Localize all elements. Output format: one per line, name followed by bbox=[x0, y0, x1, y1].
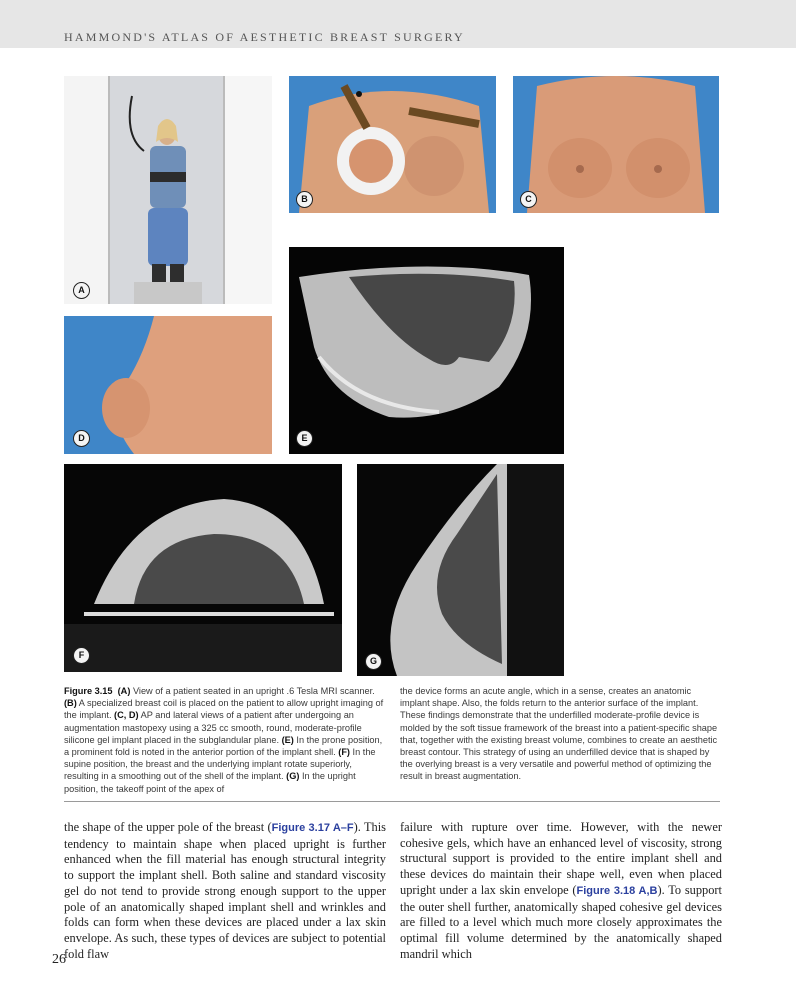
body-text: ). This tendency to maintain shape when placed upright is further enhanced when the fill material has enough structural integrity to support the implant shell. Both saline and standard viscosity gel do not tend to provide strong enough support to the upper pole of an anatomically shaped implant shell and wrinkles and folds can form when these devices are placed under a lax skin envelope. As such, these types of devices are subject to potential fold flaw bbox=[64, 820, 386, 961]
caption-panel-ref: (A) bbox=[117, 686, 131, 696]
figure-panel-f bbox=[64, 464, 342, 672]
caption-panel-ref: (F) bbox=[338, 747, 350, 758]
photo-lateral-view-icon bbox=[64, 316, 272, 454]
figure-label: Figure 3.15 bbox=[64, 686, 113, 696]
caption-panel-ref: (C, D) bbox=[114, 710, 139, 721]
body-text: ). To support the outer shell further, anatomically shaped cohesive gel devices are filled to a level which much more closely approximates the optimal fill volume determined by the anatomically shaped mandril which bbox=[400, 882, 722, 961]
caption-text: In the upright position, the takeoff point of the apex of bbox=[64, 771, 356, 794]
figure-panel-a bbox=[64, 76, 272, 304]
body-column-right bbox=[400, 820, 722, 962]
panel-label-g: G bbox=[365, 653, 382, 670]
figure-panel-d bbox=[64, 316, 272, 454]
body-column-left bbox=[64, 820, 386, 962]
caption-text: A specialized breast coil is placed on the patient to allow upright imaging of the implant. bbox=[64, 698, 384, 721]
figure-reference-link[interactable]: Figure 3.17 A–F bbox=[271, 822, 354, 834]
figure-caption-left bbox=[64, 685, 384, 795]
mri-prone-icon bbox=[289, 247, 564, 454]
figure-reference-link[interactable]: Figure 3.18 A,B bbox=[576, 884, 658, 897]
caption-panel-ref: (G) bbox=[286, 771, 300, 782]
running-head: HAMMOND'S ATLAS OF AESTHETIC BREAST SURGERY bbox=[64, 30, 465, 44]
caption-text: In the supine position, the breast and the underlying implant rotate superiorly, resulting in a smoothing out of the shell of the implant. bbox=[64, 747, 376, 782]
photo-ap-view-icon bbox=[513, 76, 719, 213]
figure-caption-left-text bbox=[64, 686, 383, 794]
panel-label-b: B bbox=[296, 191, 313, 208]
caption-divider bbox=[64, 801, 720, 802]
panel-label-f: F bbox=[73, 647, 90, 664]
photo-mri-scanner-patient-icon bbox=[64, 76, 272, 304]
mri-supine-icon bbox=[64, 464, 342, 672]
figure-panel-g bbox=[357, 464, 564, 676]
figure-panel-c bbox=[513, 76, 719, 213]
panel-label-a: A bbox=[73, 282, 90, 299]
panel-label-d: D bbox=[73, 430, 90, 447]
body-text: the shape of the upper pole of the breast ( bbox=[64, 820, 272, 834]
figure-caption-right: the device forms an acute angle, which in a sense, creates an anatomic implant shape. Also, the folds return to the anterior surface of the implant. These findings demonstrate that the underfilled moderate-profile device is molded by the soft tissue framework of the breast into a patient-specific shape that, together with the existing breast volume, combines to create an aesthetic breast contour. This strategy of using an underfilled device that is shaped by the overlying breast is a very versatile and powerful method of optimizing the result in breast augmentation. bbox=[400, 686, 718, 782]
page-number: 26 bbox=[52, 952, 66, 967]
caption-text: AP and lateral views of a patient after undergoing an augmentation mastopexy using a 325 cc smooth, round, moderate-profile silicone gel implant placed in the subglandular plane. bbox=[64, 710, 362, 745]
panel-label-e: E bbox=[296, 430, 313, 447]
figure-panel-e bbox=[289, 247, 564, 454]
caption-text: View of a patient seated in an upright .6 Tesla MRI scanner. bbox=[130, 686, 375, 696]
photo-breast-coil-icon bbox=[289, 76, 496, 213]
mri-upright-icon bbox=[357, 464, 564, 676]
body-text: failure with rupture over time. However, with the newer cohesive gels, which have an enhanced level of viscosity, strong structural support is provided to the entire implant shell and these devices do maintain their shape well, even when placed upright under a lax skin envelope ( bbox=[400, 820, 722, 897]
caption-text: In the prone position, a prominent fold is noted in the anterior portion of the implant shell. bbox=[64, 734, 383, 758]
caption-panel-ref: (B) bbox=[64, 698, 77, 709]
caption-panel-ref: (E) bbox=[281, 734, 294, 745]
figure-panel-b bbox=[289, 76, 496, 213]
panel-label-c: C bbox=[520, 191, 537, 208]
